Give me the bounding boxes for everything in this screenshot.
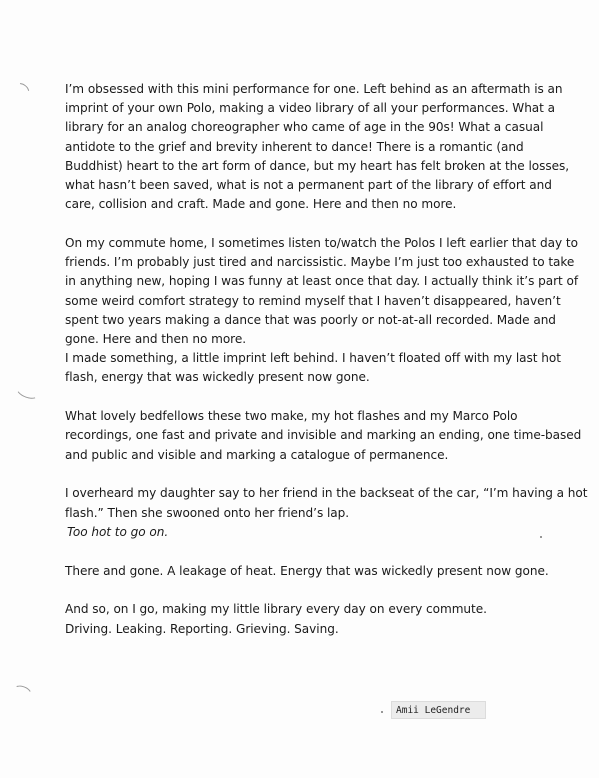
text-line: I’m obsessed with this mini performance for one. Left behind as an aftermath is an	[65, 82, 563, 96]
paragraph-3	[65, 407, 582, 465]
author-signature-label: Amii LeGendre	[391, 701, 486, 719]
paragraph-1	[65, 80, 570, 214]
text-line: what hasn’t been saved, what is not a permanent part of the library of effort and	[65, 178, 552, 193]
text-line: flash.” Then she swooned onto her friend’s lap.	[65, 505, 350, 520]
text-line: antidote to the grief and brevity inherent to dance! There is a romantic (and	[65, 139, 524, 154]
text-line: Buddhist) heart to the art form of dance, but my heart has felt broken at the losses,	[65, 158, 570, 173]
italic-line: Too hot to go on.	[67, 524, 169, 539]
margin-mark-top	[12, 80, 32, 99]
text-line: and public and visible and marking a catalogue of permanence.	[65, 447, 449, 462]
paragraph-4	[65, 484, 588, 542]
text-line: On my commute home, I sometimes listen to/watch the Polos I left earlier that day to	[65, 236, 578, 251]
text-line: And so, on I go, making my little library every day on every commute.	[65, 602, 487, 617]
text-line: friends. I’m probably just tired and narcissistic. Maybe I’m just too exhausted to take	[65, 255, 575, 270]
text-line: I overheard my daughter say to her friend in the backseat of the car, “I’m having a hot	[65, 486, 588, 501]
text-line: There and gone. A leakage of heat. Energy that was wickedly present now gone.	[65, 563, 549, 578]
margin-mark-bottom	[10, 683, 34, 703]
text-line: gone. Here and then no more.	[65, 332, 247, 347]
text-line: library for an analog choreographer who came of age in the 90s! What a casual	[65, 120, 544, 135]
paragraph-2	[65, 234, 579, 388]
text-line: What lovely bedfellows these two make, my hot flashes and my Marco Polo	[65, 409, 518, 424]
signature-dot	[381, 711, 383, 713]
paragraph-6	[65, 600, 555, 638]
margin-mark-middle	[14, 380, 41, 401]
text-line: care, collision and craft. Made and gone. Here and then no more.	[65, 197, 457, 212]
document-body	[65, 80, 588, 658]
text-line: flash, energy that was wickedly present now gone.	[65, 370, 370, 385]
paragraph-5	[65, 562, 555, 581]
text-line: in anything new, hoping I was funny at least once that day. I actually think it’s part of	[65, 274, 579, 289]
text-line: imprint of your own Polo, making a video library of all your performances. What a	[65, 101, 556, 116]
text-line: Driving. Leaking. Reporting. Grieving. Saving.	[65, 621, 339, 636]
text-line: some weird comfort strategy to remind myself that I haven’t disappeared, haven’t	[65, 293, 561, 308]
text-line: recordings, one fast and private and invisible and marking an ending, one time-based	[65, 428, 582, 443]
text-line: I made something, a little imprint left behind. I haven’t floated off with my last hot	[65, 351, 561, 366]
text-line: spent two years making a dance that was poorly or not-at-all recorded. Made and	[65, 312, 556, 327]
